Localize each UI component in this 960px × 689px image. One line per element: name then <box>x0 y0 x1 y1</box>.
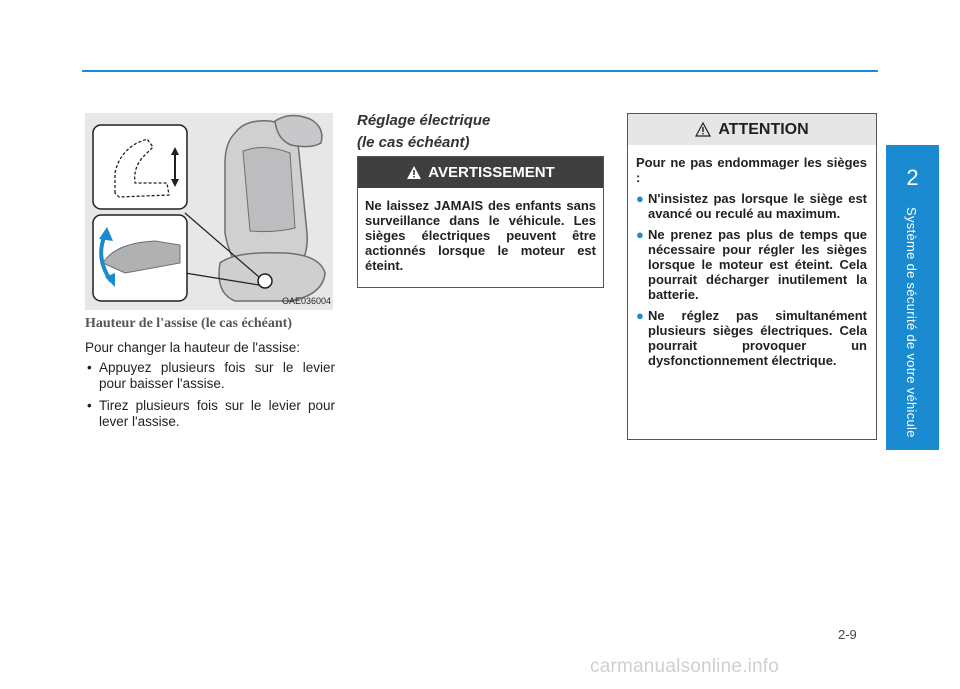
chapter-title: Système de sécurité de votre véhicule <box>904 207 919 438</box>
attention-header <box>628 114 876 145</box>
attention-box <box>627 113 877 440</box>
page-number: 2-9 <box>838 627 857 642</box>
warning-icon <box>406 165 422 180</box>
list-item: ● N'insistez pas lorsque le siège est avancé ou reculé au maximum. <box>636 191 867 221</box>
chapter-number: 2 <box>906 165 919 190</box>
chapter-tab <box>886 145 939 450</box>
seat-illustration <box>85 113 333 310</box>
list-item: ● Ne prenez pas plus de temps que nécessaire pour régler les sièges lorsque le moteur est éteint. Cela pourrait décharger inutilement la batterie. <box>636 227 867 302</box>
watermark: carmanualsonline.info <box>590 656 780 677</box>
list-item: • Tirez plusieurs fois sur le levier pour lever l'assise. <box>87 398 335 429</box>
seat-height-intro: Pour changer la hauteur de l'assise: <box>85 340 300 355</box>
warning-header <box>358 157 603 188</box>
seat-height-list <box>85 360 335 430</box>
power-adjust-title: Réglage électrique (le cas échéant) <box>357 112 491 151</box>
attention-list <box>636 191 867 368</box>
warning-title: AVERTISSEMENT <box>428 164 555 181</box>
attention-body <box>628 145 876 368</box>
warning-box <box>357 156 604 288</box>
seat-height-heading: Hauteur de l'assise (le cas échéant) <box>85 316 292 331</box>
illustration-code: OAE036004 <box>281 296 331 306</box>
top-rule <box>82 70 878 72</box>
seat-height-section <box>85 316 335 436</box>
list-item: ● Ne réglez pas simultanément plusieurs sièges électriques. Cela pourrait provoquer un dysfonctionnement électrique. <box>636 308 867 368</box>
list-item: • Appuyez plusieurs fois sur le levier pour baisser l'assise. <box>87 360 335 391</box>
attention-intro: Pour ne pas endommager les sièges : <box>636 155 867 185</box>
seat-drawing <box>85 113 333 310</box>
warning-text: Ne laissez JAMAIS des enfants sans surveillance dans le véhicule. Les sièges électriques peuvent être actionnés lorsque le moteur est éteint. <box>365 198 596 273</box>
caution-icon <box>695 122 711 137</box>
attention-title: ATTENTION <box>718 120 809 138</box>
